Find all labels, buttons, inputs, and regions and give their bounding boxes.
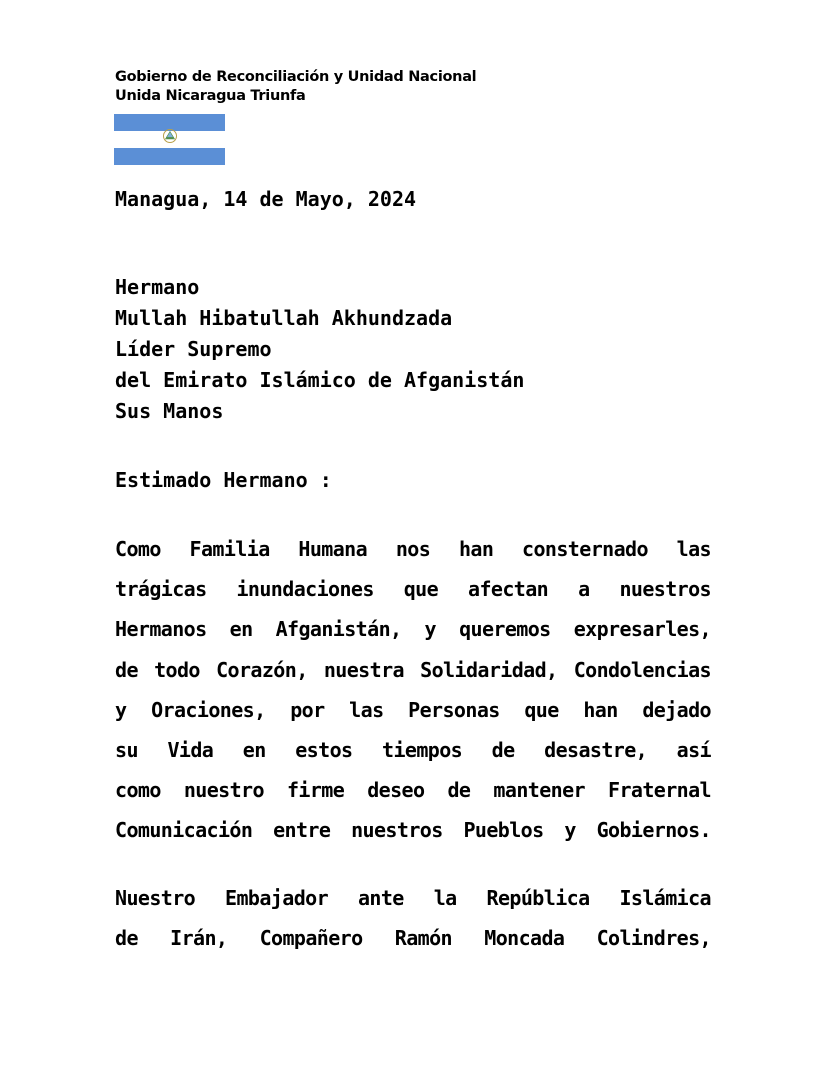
address-line: Mullah Hibatullah Akhundzada — [115, 306, 453, 330]
letterhead-slogan: Unida Nicaragua Triunfa — [115, 88, 306, 104]
letter-date: Managua, 14 de Mayo, 2024 — [115, 187, 417, 211]
flag-middle-band — [114, 131, 225, 148]
paragraph-line: y Oraciones, por las Personas que han dejado — [115, 697, 711, 722]
paragraph-line: como nuestro firme deseo de mantener Fraternal — [115, 778, 711, 803]
paragraph-line: Hermanos en Afganistán, y queremos expresarles, — [115, 617, 711, 642]
paragraph-line: Como Familia Humana nos han consternado las — [115, 537, 711, 561]
nicaragua-flag — [114, 114, 225, 165]
body-paragraph — [115, 878, 711, 958]
paragraph-line: de Irán, Compañero Ramón Moncada Colindres, — [115, 926, 711, 951]
flag-bottom-band — [114, 148, 225, 165]
letterhead-government-name: Gobierno de Reconciliación y Unidad Nacional — [115, 69, 477, 85]
address-line: Sus Manos — [115, 399, 224, 423]
letterhead — [115, 68, 476, 106]
address-line: Hermano — [115, 275, 200, 299]
address-line: Líder Supremo — [115, 337, 272, 361]
address-line: del Emirato Islámico de Afganistán — [115, 368, 525, 392]
paragraph-line: trágicas inundaciones que afectan a nuestros — [115, 577, 711, 602]
nicaragua-coat-of-arms-icon — [162, 128, 178, 144]
salutation: Estimado Hermano : — [115, 468, 332, 492]
paragraph-line: de todo Corazón, nuestra Solidaridad, Condolencias — [115, 657, 711, 682]
paragraph-line: su Vida en estos tiempos de desastre, así — [115, 737, 711, 762]
recipient-address — [115, 272, 524, 427]
body-paragraph — [115, 529, 711, 851]
paragraph-line: Nuestro Embajador ante la República Islámica — [115, 886, 711, 910]
paragraph-line: Comunicación entre nuestros Pueblos y Gobiernos. — [115, 818, 711, 843]
